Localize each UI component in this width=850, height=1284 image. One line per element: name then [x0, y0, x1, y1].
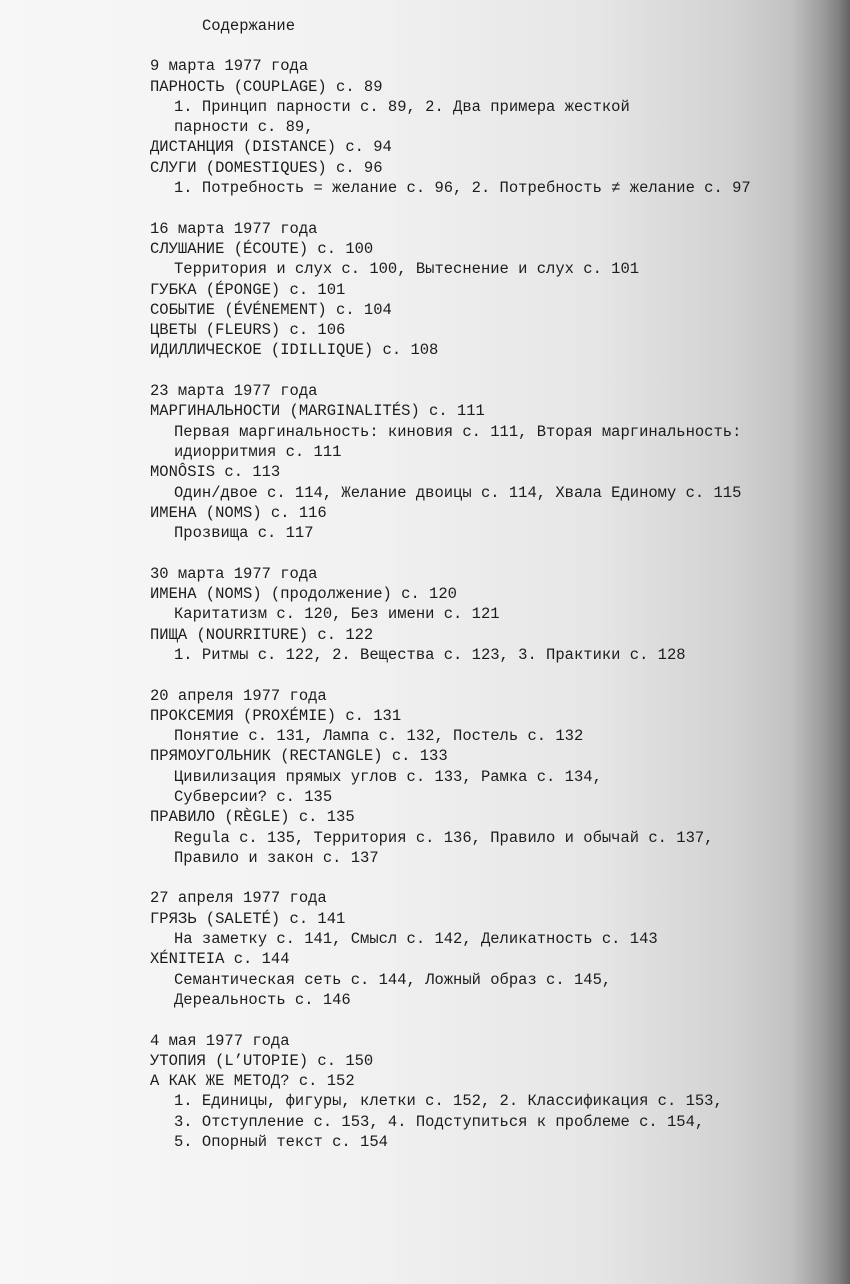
toc-subentry: Правило и закон с. 137: [174, 848, 379, 867]
toc-section: [150, 1031, 810, 1153]
toc-entry: ИДИЛЛИЧЕСКОЕ (IDILLIQUE) с. 108: [150, 341, 439, 360]
toc-entry: ПАРНОСТЬ (COUPLAGE) с. 89: [150, 77, 383, 96]
toc-entry: СЛУГИ (DOMESTIQUES) с. 96: [150, 158, 383, 177]
toc-subentry: Понятие с. 131, Лампа с. 132, Постель с. 132: [174, 727, 584, 746]
toc-entry: ПИЩА (NOURRITURE) с. 122: [150, 625, 374, 644]
toc-entry: СОБЫТИЕ (ÉVÉNEMENT) с. 104: [150, 300, 392, 319]
toc-subentry: На заметку с. 141, Смысл с. 142, Деликатность с. 143: [174, 930, 658, 949]
toc-entry: МАРГИНАЛЬНОСТИ (MARGINALITÉS) с. 111: [150, 402, 485, 421]
toc-subentry: парности с. 89,: [174, 118, 314, 137]
toc-subentry: 1. Единицы, фигуры, клетки с. 152, 2. Классификация с. 153,: [174, 1092, 723, 1111]
toc-subentry: Территория и слух с. 100, Вытеснение и слух с. 101: [174, 260, 640, 279]
section-date: 16 марта 1977 года: [150, 219, 318, 238]
toc-section: [150, 56, 810, 198]
toc-subentry: Дереальность с. 146: [174, 990, 351, 1009]
toc-entry: ПРОКСЕМИЯ (PROXÉMIE) с. 131: [150, 706, 402, 725]
page-edge-shadow: [824, 0, 850, 1284]
toc-entry: СЛУШАНИЕ (ÉCOUTE) с. 100: [150, 239, 374, 258]
toc-subentry: Семантическая сеть с. 144, Ложный образ с. 145,: [174, 970, 612, 989]
toc-entry: ПРАВИЛО (RÈGLE) с. 135: [150, 808, 355, 827]
section-date: 9 марта 1977 года: [150, 57, 309, 76]
toc-entry: ГРЯЗЬ (SALETÉ) с. 141: [150, 909, 346, 928]
toc-subentry: Первая маргинальность: киновия с. 111, Вторая маргинальность:: [174, 422, 742, 441]
toc-section: [150, 686, 810, 869]
toc-entry: А КАК ЖЕ МЕТОД? с. 152: [150, 1072, 355, 1091]
section-date: 20 апреля 1977 года: [150, 686, 327, 705]
toc-entry: ЦВЕТЫ (FLEURS) с. 106: [150, 321, 346, 340]
toc-subentry: Субверсии? с. 135: [174, 787, 333, 806]
toc-section: [150, 564, 810, 665]
toc-sections: [150, 56, 810, 1152]
toc-entry: ДИСТАНЦИЯ (DISTANCE) с. 94: [150, 138, 392, 157]
section-date: 27 апреля 1977 года: [150, 889, 327, 908]
toc-subentry: 1. Потребность = желание с. 96, 2. Потребность ≠ желание с. 97: [174, 179, 751, 198]
toc-subentry: Каритатизм с. 120, Без имени с. 121: [174, 605, 500, 624]
toc-entry: ИМЕНА (NOMS) (продолжение) с. 120: [150, 585, 457, 604]
toc-subentry: 3. Отступление с. 153, 4. Подступиться к проблеме с. 154,: [174, 1112, 705, 1131]
toc-heading: Содержание: [202, 17, 296, 35]
toc-entry: ИМЕНА (NOMS) с. 116: [150, 503, 327, 522]
toc-section: [150, 381, 810, 543]
toc-section: [150, 219, 810, 361]
toc-subentry: Regula с. 135, Территория с. 136, Правило и обычай с. 137,: [174, 828, 714, 847]
table-of-contents: [150, 16, 810, 1173]
section-date: 30 марта 1977 года: [150, 564, 318, 583]
toc-subentry: Прозвища с. 117: [174, 524, 314, 543]
section-date: 4 мая 1977 года: [150, 1031, 290, 1050]
toc-section: [150, 888, 810, 1010]
section-date: 23 марта 1977 года: [150, 382, 318, 401]
toc-entry: ГУБКА (ÉPONGE) с. 101: [150, 280, 346, 299]
toc-subentry: 1. Ритмы с. 122, 2. Вещества с. 123, 3. Практики с. 128: [174, 645, 686, 664]
toc-entry: XÉNITEIA с. 144: [150, 950, 290, 969]
toc-entry: УТОПИЯ (L’UTOPIE) с. 150: [150, 1051, 374, 1070]
toc-subentry: 1. Принцип парности с. 89, 2. Два примера жесткой: [174, 97, 630, 116]
toc-subentry: идиорритмия с. 111: [174, 442, 342, 461]
toc-subentry: Цивилизация прямых углов с. 133, Рамка с. 134,: [174, 767, 602, 786]
toc-entry: ПРЯМОУГОЛЬНИК (RECTANGLE) с. 133: [150, 747, 448, 766]
toc-subentry: 5. Опорный текст с. 154: [174, 1133, 388, 1152]
toc-subentry: Один/двое с. 114, Желание двоицы с. 114, Хвала Единому с. 115: [174, 483, 742, 502]
toc-entry: MONÔSIS с. 113: [150, 463, 281, 482]
